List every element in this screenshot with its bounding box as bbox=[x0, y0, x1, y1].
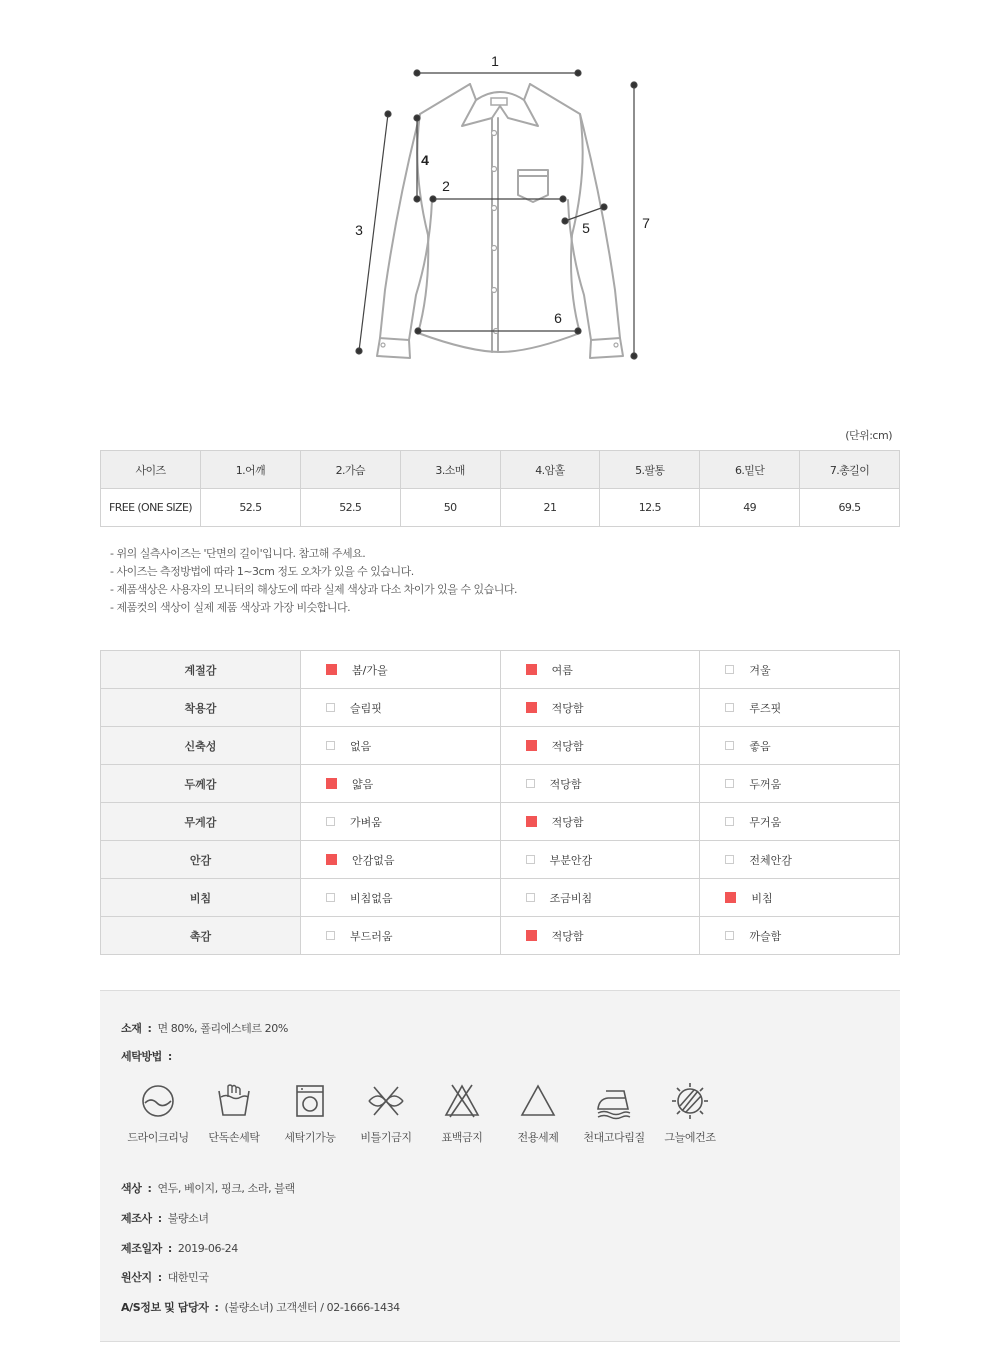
bleach-icon bbox=[518, 1081, 558, 1121]
feel-option-label: 부드러움 bbox=[350, 929, 393, 943]
material-row: 소재 : 면 80%, 폴리에스테르 20% bbox=[121, 1022, 288, 1035]
size-cell: 50 bbox=[400, 489, 500, 527]
product-info-box bbox=[100, 990, 900, 1342]
feel-option bbox=[700, 651, 900, 689]
size-cell: 21 bbox=[500, 489, 600, 527]
feel-option bbox=[301, 651, 501, 689]
size-cell: 12.5 bbox=[600, 489, 700, 527]
as-row: A/S정보 및 담당자 : (불량소녀) 고객센터 / 02-1666-1434 bbox=[121, 1301, 400, 1314]
material-label: 소재 bbox=[121, 1022, 142, 1035]
unchecked-checkbox bbox=[526, 779, 535, 788]
feel-option bbox=[700, 727, 900, 765]
unchecked-checkbox bbox=[725, 741, 734, 750]
feel-option bbox=[301, 689, 501, 727]
origin-row: 원산지 : 대한민국 bbox=[121, 1271, 209, 1284]
size-header-cell: 1.어깨 bbox=[201, 451, 301, 489]
origin-label: 원산지 bbox=[121, 1271, 152, 1284]
care-item-dry-clean bbox=[120, 1081, 196, 1145]
feel-option bbox=[700, 689, 900, 727]
size-cell: FREE (ONE SIZE) bbox=[101, 489, 201, 527]
washing-machine-icon bbox=[290, 1081, 330, 1121]
care-item-no-bleach bbox=[424, 1081, 500, 1145]
maker-row: 제조사 : 불량소녀 bbox=[121, 1212, 209, 1225]
unchecked-checkbox bbox=[725, 931, 734, 940]
measure-label-2: 2 bbox=[442, 178, 450, 194]
dry-clean-icon bbox=[138, 1081, 178, 1121]
size-notes bbox=[110, 545, 517, 617]
feel-option-label: 적당함 bbox=[551, 739, 584, 753]
feel-option-label: 루즈핏 bbox=[749, 701, 782, 715]
shade-dry-icon bbox=[670, 1081, 710, 1121]
feel-row bbox=[101, 727, 900, 765]
feel-option bbox=[500, 765, 700, 803]
feel-row bbox=[101, 765, 900, 803]
feel-option-label: 겨울 bbox=[749, 663, 771, 677]
checked-checkbox bbox=[326, 854, 337, 865]
date-label: 제조일자 bbox=[121, 1242, 162, 1255]
size-header-cell: 3.소매 bbox=[400, 451, 500, 489]
feel-label: 무게감 bbox=[101, 803, 301, 841]
feel-option-label: 부분안감 bbox=[549, 853, 593, 867]
size-table bbox=[100, 450, 900, 527]
date-value: 2019-06-24 bbox=[177, 1242, 238, 1255]
size-table-header bbox=[101, 451, 900, 489]
feel-option bbox=[500, 879, 700, 917]
care-label: 드라이크리닝 bbox=[127, 1131, 189, 1144]
unchecked-checkbox bbox=[326, 817, 335, 826]
unchecked-checkbox bbox=[725, 665, 734, 674]
size-header-cell: 4.암홀 bbox=[500, 451, 600, 489]
measure-label-4: 4 bbox=[421, 152, 429, 168]
unchecked-checkbox bbox=[326, 703, 335, 712]
care-item-washing-machine bbox=[272, 1081, 348, 1145]
note-line: - 위의 실측사이즈는 '단면의 길이'입니다. 참고해 주세요. bbox=[110, 547, 366, 560]
shirt-measurement-diagram bbox=[0, 0, 1000, 400]
checked-checkbox bbox=[526, 740, 537, 751]
checked-checkbox bbox=[326, 664, 337, 675]
maker-value: 불량소녀 bbox=[167, 1212, 209, 1225]
feel-option-label: 조금비침 bbox=[549, 891, 593, 905]
as-label: A/S정보 및 담당자 bbox=[121, 1301, 209, 1314]
feel-option bbox=[301, 765, 501, 803]
feel-option-label: 적당함 bbox=[551, 815, 584, 829]
feel-option bbox=[700, 765, 900, 803]
no-wring-icon bbox=[366, 1081, 406, 1121]
unchecked-checkbox bbox=[725, 817, 734, 826]
feel-option bbox=[500, 651, 700, 689]
checked-checkbox bbox=[326, 778, 337, 789]
color-value: 연두, 베이지, 핑크, 소라, 블랙 bbox=[157, 1182, 295, 1195]
unchecked-checkbox bbox=[725, 855, 734, 864]
origin-value: 대한민국 bbox=[167, 1271, 209, 1284]
care-label: 비틀기금지 bbox=[360, 1131, 412, 1144]
unchecked-checkbox bbox=[526, 893, 535, 902]
feel-option-label: 적당함 bbox=[551, 929, 584, 943]
feel-option bbox=[301, 841, 501, 879]
measure-label-7: 7 bbox=[642, 215, 650, 231]
feel-option bbox=[500, 689, 700, 727]
care-item-no-wring bbox=[348, 1081, 424, 1145]
feel-option-label: 두꺼움 bbox=[749, 777, 782, 791]
feel-option bbox=[301, 917, 501, 955]
care-label: 전용세제 bbox=[517, 1131, 559, 1144]
color-row: 색상 : 연두, 베이지, 핑크, 소라, 블랙 bbox=[121, 1182, 295, 1195]
measure-label-1: 1 bbox=[491, 53, 499, 69]
feel-option-label: 전체안감 bbox=[749, 853, 792, 867]
feel-label: 계절감 bbox=[101, 651, 301, 689]
size-cell: 49 bbox=[700, 489, 800, 527]
size-header-cell: 7.총길이 bbox=[800, 451, 900, 489]
feel-label: 신축성 bbox=[101, 727, 301, 765]
size-cell: 52.5 bbox=[300, 489, 400, 527]
note-line: - 제품색상은 사용자의 모니터의 해상도에 따라 실제 색상과 다소 차이가 있을 수 있습니다. bbox=[110, 583, 517, 596]
size-header-cell: 2.가슴 bbox=[300, 451, 400, 489]
feel-option-label: 없음 bbox=[350, 739, 372, 753]
unchecked-checkbox bbox=[326, 931, 335, 940]
wash-row: 세탁방법 : bbox=[121, 1050, 172, 1063]
feel-option-label: 여름 bbox=[551, 663, 573, 677]
checked-checkbox bbox=[725, 892, 736, 903]
feel-option bbox=[700, 841, 900, 879]
feel-option bbox=[500, 841, 700, 879]
feel-option-label: 가벼움 bbox=[350, 815, 382, 829]
feel-row bbox=[101, 803, 900, 841]
size-header-cell: 6.밑단 bbox=[700, 451, 800, 489]
iron-icon bbox=[594, 1081, 634, 1121]
feel-option bbox=[500, 803, 700, 841]
feel-row bbox=[101, 917, 900, 955]
care-item-bleach bbox=[500, 1081, 576, 1145]
checked-checkbox bbox=[526, 930, 537, 941]
size-table-row bbox=[101, 489, 900, 527]
feel-row bbox=[101, 879, 900, 917]
unchecked-checkbox bbox=[725, 779, 734, 788]
care-label: 표백금지 bbox=[441, 1131, 483, 1144]
size-cell: 52.5 bbox=[201, 489, 301, 527]
feel-option-label: 얇음 bbox=[352, 777, 374, 791]
color-label: 색상 bbox=[121, 1182, 142, 1195]
feel-row bbox=[101, 689, 900, 727]
unchecked-checkbox bbox=[725, 703, 734, 712]
measure-label-5: 5 bbox=[582, 220, 590, 236]
feel-option-label: 적당함 bbox=[551, 701, 584, 715]
maker-label: 제조사 bbox=[121, 1212, 152, 1225]
feel-option bbox=[301, 727, 501, 765]
measure-label-6: 6 bbox=[554, 310, 562, 326]
feel-option-label: 비침 bbox=[751, 891, 773, 905]
note-line: - 사이즈는 측정방법에 따라 1~3cm 정도 오차가 있을 수 있습니다. bbox=[110, 565, 414, 578]
size-cell: 69.5 bbox=[800, 489, 900, 527]
feel-label: 비침 bbox=[101, 879, 301, 917]
date-row: 제조일자 : 2019-06-24 bbox=[121, 1242, 238, 1255]
feel-option-label: 봄/가을 bbox=[352, 663, 388, 677]
feel-option-label: 슬림핏 bbox=[350, 701, 382, 715]
feel-option bbox=[500, 917, 700, 955]
checked-checkbox bbox=[526, 816, 537, 827]
note-line: - 제품컷의 색상이 실제 제품 색상과 가장 비슷합니다. bbox=[110, 601, 351, 614]
unchecked-checkbox bbox=[526, 855, 535, 864]
feel-option bbox=[500, 727, 700, 765]
feel-label: 착용감 bbox=[101, 689, 301, 727]
feel-option-label: 좋음 bbox=[749, 739, 771, 753]
feel-option-label: 비침없음 bbox=[350, 891, 393, 905]
feel-option bbox=[301, 803, 501, 841]
feel-option bbox=[700, 803, 900, 841]
no-bleach-icon bbox=[442, 1081, 482, 1121]
checked-checkbox bbox=[526, 664, 537, 675]
feel-row bbox=[101, 651, 900, 689]
feel-label: 촉감 bbox=[101, 917, 301, 955]
as-value: (불량소녀) 고객센터 / 02-1666-1434 bbox=[224, 1301, 400, 1314]
feel-label: 안감 bbox=[101, 841, 301, 879]
care-label: 그늘에건조 bbox=[664, 1131, 716, 1144]
unchecked-checkbox bbox=[326, 741, 335, 750]
feel-row bbox=[101, 841, 900, 879]
feel-option-label: 안감없음 bbox=[352, 853, 395, 867]
care-label: 천대고다림질 bbox=[583, 1131, 645, 1144]
measure-label-3: 3 bbox=[355, 222, 363, 238]
care-item-hand-wash bbox=[196, 1081, 272, 1145]
material-value: 면 80%, 폴리에스테르 20% bbox=[157, 1022, 288, 1035]
feel-option bbox=[700, 917, 900, 955]
feel-option-label: 무거움 bbox=[749, 815, 782, 829]
unchecked-checkbox bbox=[326, 893, 335, 902]
feel-option bbox=[700, 879, 900, 917]
hand-wash-icon bbox=[214, 1081, 254, 1121]
feel-option bbox=[301, 879, 501, 917]
wash-label: 세탁방법 bbox=[121, 1050, 162, 1063]
care-label: 세탁기가능 bbox=[284, 1131, 336, 1144]
checked-checkbox bbox=[526, 702, 537, 713]
size-header-cell: 5.팔통 bbox=[600, 451, 700, 489]
care-item-shade-dry bbox=[652, 1081, 728, 1145]
size-header-cell: 사이즈 bbox=[101, 451, 201, 489]
feel-label: 두께감 bbox=[101, 765, 301, 803]
fabric-feel-table bbox=[100, 650, 900, 955]
feel-option-label: 적당함 bbox=[549, 777, 582, 791]
feel-option-label: 까슬함 bbox=[749, 929, 782, 943]
unit-note: (단위:cm) bbox=[845, 429, 892, 442]
care-label: 단독손세탁 bbox=[208, 1131, 260, 1144]
care-item-iron bbox=[576, 1081, 652, 1145]
